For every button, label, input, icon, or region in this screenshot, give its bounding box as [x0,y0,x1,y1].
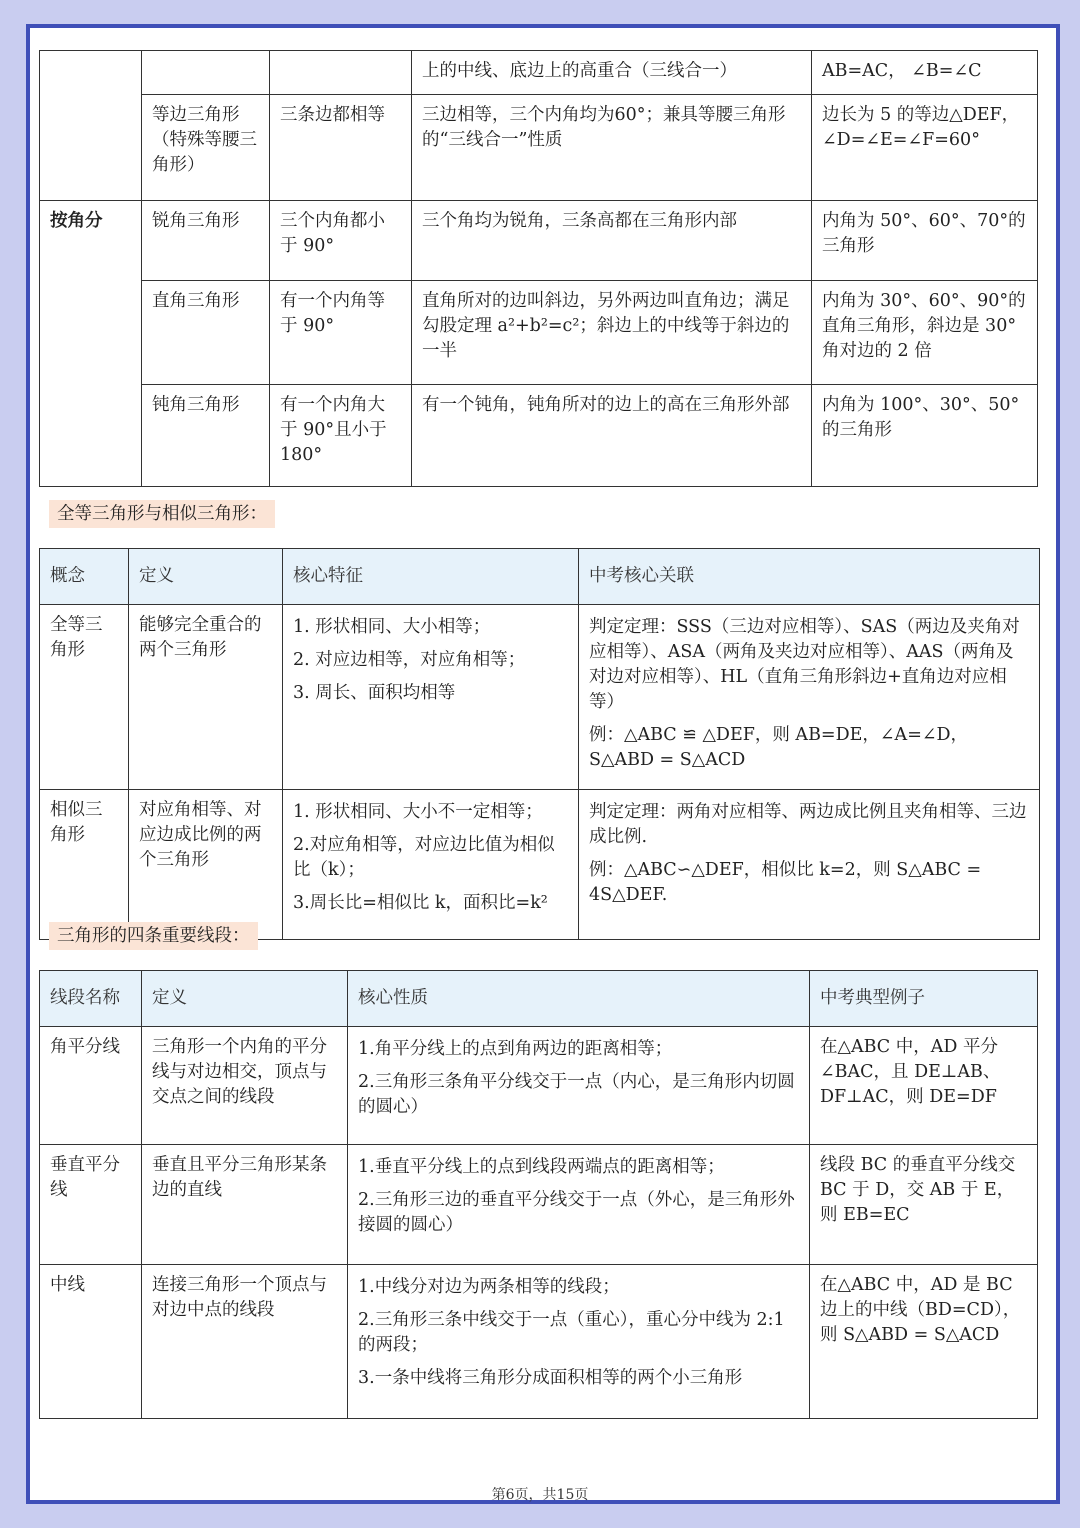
column-header: 定义 [129,549,283,605]
table-row [40,281,1038,385]
list-item: 3.周长比=相似比 k，面积比=k² [293,893,548,913]
list-item: 2.三角形三条角平分线交于一点（内心，是三角形内切圆的圆心） [358,1072,795,1117]
table-cell: 三条边都相等 [270,95,412,201]
table-cell: 三边相等，三个内角均为60°；兼具等腰三角形的“三线合一”性质 [412,95,812,201]
congruent-similar-table [39,548,1040,940]
table-cell: 线段 BC 的垂直平分线交 BC 于 D，交 AB 于 E，则 EB=EC [810,1145,1038,1265]
table-cell [40,51,142,201]
table-cell: 内角为 30°、60°、90°的直角三角形，斜边是 30°角对边的 2 倍 [812,281,1038,385]
list-item: 1.中线分对边为两条相等的线段； [358,1277,620,1297]
section-heading: 全等三角形与相似三角形： [49,500,275,528]
list-item: 2. 对应边相等，对应角相等； [293,650,526,670]
table-cell [579,790,1040,940]
relation-text: 判定定理：SSS（三边对应相等）、SAS（两边及夹角对应相等）、ASA（两角及夹边对应相等）、AAS（两角及对边对应相等）、HL（直角三角形斜边+直角边对应相等） [589,617,1020,712]
table-cell [270,51,412,95]
table-row [40,605,1040,790]
table-cell: 连接三角形一个顶点与对边中点的线段 [142,1265,348,1419]
table-cell: 上的中线、底边上的高重合（三线合一） [412,51,812,95]
table-row [40,95,1038,201]
column-header: 概念 [40,549,129,605]
table-cell [283,605,579,790]
list-item: 1. 形状相同、大小相等； [293,617,491,637]
table-cell: 三个角均为锐角，三条高都在三角形内部 [412,201,812,281]
table-cell [579,605,1040,790]
column-header: 核心性质 [348,971,810,1027]
column-header: 中考核心关联 [579,549,1040,605]
table-cell: 垂直且平分三角形某条边的直线 [142,1145,348,1265]
table-cell: 角平分线 [40,1027,142,1145]
table-cell [142,51,270,95]
table-header-row [40,971,1038,1027]
list-item: 3. 周长、面积均相等 [293,683,456,703]
table-cell: 内角为 50°、60°、70°的三角形 [812,201,1038,281]
table-row [40,790,1040,940]
table-row [40,1145,1038,1265]
list-item: 1.角平分线上的点到角两边的距离相等； [358,1039,673,1059]
table-cell [348,1265,810,1419]
table-cell [348,1145,810,1265]
column-header: 中考典型例子 [810,971,1038,1027]
table-cell: 相似三角形 [40,790,129,940]
triangle-segments-table [39,970,1038,1419]
table-cell: 在△ABC 中，AD 平分∠BAC，且 DE⊥AB、DF⊥AC，则 DE=DF [810,1027,1038,1145]
column-header: 线段名称 [40,971,142,1027]
list-item: 1. 形状相同、大小不一定相等； [293,802,543,822]
table-cell: 钝角三角形 [142,385,270,487]
table-cell: 有一个内角大于 90°且小于 180° [270,385,412,487]
table-cell: 有一个钝角，钝角所对的边上的高在三角形外部 [412,385,812,487]
table-cell: 垂直平分线 [40,1145,142,1265]
table-cell [283,790,579,940]
column-header: 定义 [142,971,348,1027]
table-cell: 内角为 100°、30°、50°的三角形 [812,385,1038,487]
table-cell: 在△ABC 中，AD 是 BC 边上的中线（BD=CD），则 S△ABD = S△ACD [810,1265,1038,1419]
list-item: 2.三角形三边的垂直平分线交于一点（外心，是三角形外接圆的圆心） [358,1190,795,1235]
table-cell: 三个内角都小于 90° [270,201,412,281]
table-row [40,385,1038,487]
table-cell: 按角分 [40,201,142,487]
table-cell [348,1027,810,1145]
table-cell: 对应角相等、对应边成比例的两个三角形 [129,790,283,940]
table-row [40,1027,1038,1145]
section-heading: 三角形的四条重要线段： [49,922,258,950]
list-item: 3.一条中线将三角形分成面积相等的两个小三角形 [358,1368,743,1388]
example-text: 例：△ABC∽△DEF，相似比 k=2，则 S△ABC = 4S△DEF. [589,860,982,905]
list-item: 2.对应角相等，对应边比值为相似比（k）； [293,835,555,880]
column-header: 核心特征 [283,549,579,605]
table-cell: 能够完全重合的两个三角形 [129,605,283,790]
table-cell: 有一个内角等于 90° [270,281,412,385]
example-text: 例：△ABC ≌ △DEF，则 AB=DE，∠A=∠D，S△ABD = S△ACD [589,725,969,770]
table-cell: 中线 [40,1265,142,1419]
document-page [34,30,1054,1498]
relation-text: 判定定理：两角对应相等、两边成比例且夹角相等、三边成比例. [589,802,1027,847]
table-cell: AB=AC， ∠B=∠C [812,51,1038,95]
table-cell: 等边三角形（特殊等腰三角形） [142,95,270,201]
table-cell: 边长为 5 的等边△DEF，∠D=∠E=∠F=60° [812,95,1038,201]
list-item: 2.三角形三条中线交于一点（重心），重心分中线为 2:1 的两段； [358,1310,785,1355]
page-footer: 第6页，共15页 [491,1487,589,1503]
list-item: 1.垂直平分线上的点到线段两端点的距离相等； [358,1157,725,1177]
table-row [40,51,1038,95]
table-cell: 直角三角形 [142,281,270,385]
table-cell: 锐角三角形 [142,201,270,281]
table-header-row [40,549,1040,605]
table-cell: 全等三角形 [40,605,129,790]
table-cell: 直角所对的边叫斜边，另外两边叫直角边；满足勾股定理 a²+b²=c²；斜边上的中线等于斜边的一半 [412,281,812,385]
table-cell: 三角形一个内角的平分线与对边相交，顶点与交点之间的线段 [142,1027,348,1145]
table-row [40,1265,1038,1419]
table-row [40,201,1038,281]
triangle-classification-table [39,50,1038,487]
